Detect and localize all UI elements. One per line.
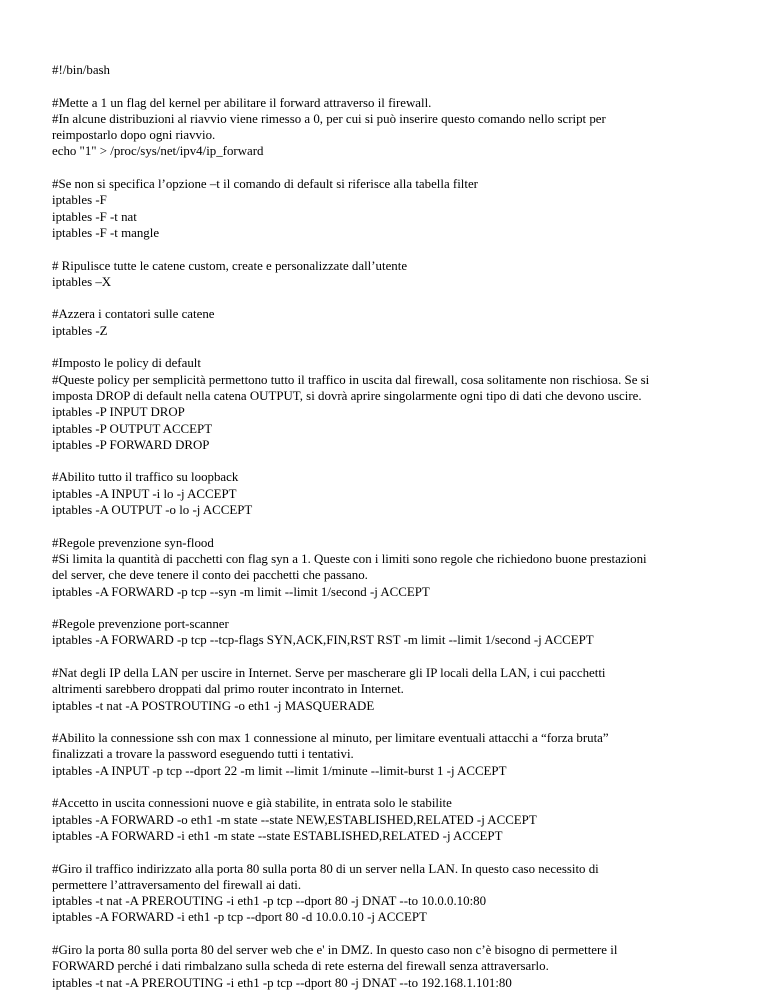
text-line: iptables -t nat -A PREROUTING -i eth1 -p tcp --dport 80 -j DNAT --to 10.0.0.10:80 bbox=[52, 894, 487, 909]
blank-line bbox=[52, 649, 720, 665]
text-line: del server, che deve tenere il conto dei pacchetti che passano. bbox=[52, 568, 368, 583]
text-line: finalizzati a trovare la password eseguendo tutti i tentativi. bbox=[52, 747, 354, 762]
text-line: #Azzera i contatori sulle catene bbox=[52, 307, 215, 322]
text-line: #Giro il traffico indirizzato alla porta 80 sulla porta 80 di un server nella LAN. In questo caso necessito di bbox=[52, 861, 599, 876]
text-line: imposta DROP di default nella catena OUTPUT, si dovrà aprire singolarmente ogni tipo di dati che devono uscire. bbox=[52, 388, 642, 403]
text-line: iptables -A INPUT -p tcp --dport 22 -m limit --limit 1/minute --limit-burst 1 -j ACCEPT bbox=[52, 763, 507, 778]
text-line: #Si limita la quantità di pacchetti con flag syn a 1. Queste con i limiti sono regole che richiedono buone prestazioni bbox=[52, 551, 647, 566]
blank-line bbox=[52, 339, 720, 355]
text-line: permettere l’attraversamento del firewall ai dati. bbox=[52, 877, 302, 892]
text-line: #In alcune distribuzioni al riavvio viene rimesso a 0, per cui si può inserire questo comando nello script per bbox=[52, 111, 606, 126]
text-line: iptables -A OUTPUT -o lo -j ACCEPT bbox=[52, 503, 253, 518]
blank-line bbox=[52, 779, 720, 795]
text-line: #Mette a 1 un flag del kernel per abilitare il forward attraverso il firewall. bbox=[52, 95, 432, 110]
text-line: #Regole prevenzione port-scanner bbox=[52, 617, 229, 632]
text-line: iptables -F bbox=[52, 193, 107, 208]
text-line: altrimenti sarebbero droppati dal primo router incontrato in Internet. bbox=[52, 682, 404, 697]
text-line: iptables -Z bbox=[52, 323, 108, 338]
text-line: #Se non si specifica l’opzione –t il comando di default si riferisce alla tabella filter bbox=[52, 177, 478, 192]
blank-line bbox=[52, 714, 720, 730]
text-line: #Regole prevenzione syn-flood bbox=[52, 535, 214, 550]
document-body bbox=[52, 62, 720, 991]
text-line: #Abilito tutto il traffico su loopback bbox=[52, 470, 239, 485]
text-line: iptables -A FORWARD -p tcp --tcp-flags SYN,ACK,FIN,RST RST -m limit --limit 1/second -j ACCEPT bbox=[52, 633, 594, 648]
text-line: #Queste policy per semplicità permettono tutto il traffico in uscita dal firewall, cosa solitamente non rischiosa. Se si bbox=[52, 372, 650, 387]
text-line: iptables -P OUTPUT ACCEPT bbox=[52, 421, 213, 436]
text-line: iptables -t nat -A POSTROUTING -o eth1 -j MASQUERADE bbox=[52, 698, 375, 713]
text-line: iptables -F -t nat bbox=[52, 209, 137, 224]
text-line: #Accetto in uscita connessioni nuove e già stabilite, in entrata solo le stabilite bbox=[52, 796, 452, 811]
blank-line bbox=[52, 290, 720, 306]
blank-line bbox=[52, 453, 720, 469]
text-line: iptables -P INPUT DROP bbox=[52, 405, 185, 420]
text-line: iptables -t nat -A PREROUTING -i eth1 -p tcp --dport 80 -j DNAT --to 192.168.1.101:80 bbox=[52, 975, 512, 990]
blank-line bbox=[52, 160, 720, 176]
blank-line bbox=[52, 518, 720, 534]
blank-line bbox=[52, 600, 720, 616]
text-line: iptables -A FORWARD -o eth1 -m state --state NEW,ESTABLISHED,RELATED -j ACCEPT bbox=[52, 812, 537, 827]
text-line: #!/bin/bash bbox=[52, 63, 111, 77]
text-line: iptables -A FORWARD -p tcp --syn -m limit --limit 1/second -j ACCEPT bbox=[52, 584, 430, 599]
text-line: #Imposto le policy di default bbox=[52, 356, 201, 371]
text-line: iptables -F -t mangle bbox=[52, 225, 160, 240]
text-line: iptables -P FORWARD DROP bbox=[52, 437, 210, 452]
blank-line bbox=[52, 241, 720, 257]
text-line: FORWARD perché i dati rimbalzano sulla scheda di rete esterna del firewall senza attraversarlo. bbox=[52, 959, 549, 974]
text-line: echo "1" > /proc/sys/net/ipv4/ip_forward bbox=[52, 144, 264, 159]
blank-line bbox=[52, 926, 720, 942]
text-line: #Giro la porta 80 sulla porta 80 del server web che e' in DMZ. In questo caso non c’è bisogno di permettere il bbox=[52, 943, 618, 958]
text-line: iptables -A INPUT -i lo -j ACCEPT bbox=[52, 486, 237, 501]
blank-line bbox=[52, 78, 720, 94]
text-line: #Abilito la connessione ssh con max 1 connessione al minuto, per limitare eventuali attacchi a “forza bruta” bbox=[52, 731, 609, 746]
text-line: # Ripulisce tutte le catene custom, create e personalizzate dall’utente bbox=[52, 258, 408, 273]
blank-line bbox=[52, 844, 720, 860]
text-line: reimpostarlo dopo ogni riavvio. bbox=[52, 128, 216, 143]
text-line: iptables -A FORWARD -i eth1 -p tcp --dport 80 -d 10.0.0.10 -j ACCEPT bbox=[52, 910, 427, 925]
text-line: #Nat degli IP della LAN per uscire in Internet. Serve per mascherare gli IP locali della LAN, i cui pacchetti bbox=[52, 665, 606, 680]
text-line: iptables –X bbox=[52, 274, 112, 289]
text-line: iptables -A FORWARD -i eth1 -m state --state ESTABLISHED,RELATED -j ACCEPT bbox=[52, 828, 503, 843]
